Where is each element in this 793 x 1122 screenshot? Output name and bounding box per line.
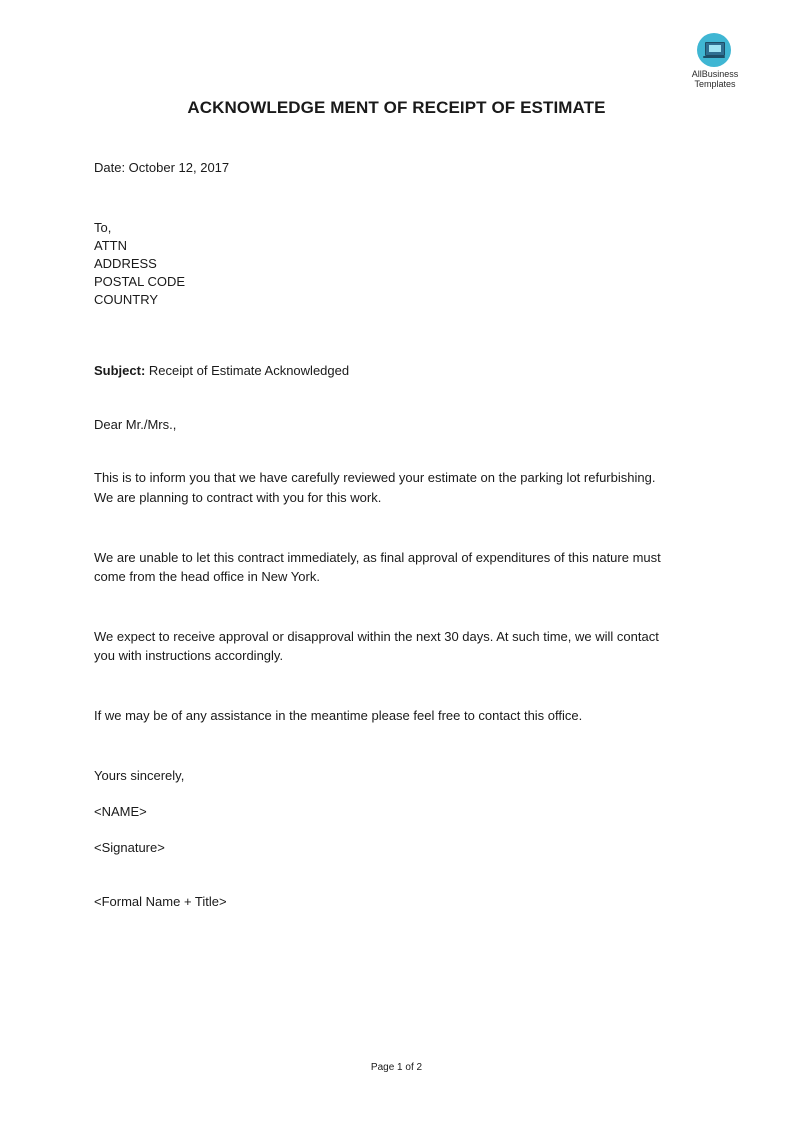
paragraph-1-line-1: This is to inform you that we have carefully reviewed your estimate on the parking lot refurbishing. — [94, 470, 656, 485]
sender-formal-name-title: <Formal Name + Title> — [94, 894, 227, 909]
paragraph-2-line-2: come from the head office in New York. — [94, 569, 320, 584]
logo-text — [684, 69, 746, 89]
document-title: ACKNOWLEDGE MENT OF RECEIPT OF ESTIMATE — [187, 98, 606, 117]
closing: Yours sincerely, — [94, 768, 185, 783]
paragraph-2-line-1: We are unable to let this contract immediately, as final approval of expenditures of this nature must — [94, 550, 661, 565]
subject-text: Receipt of Estimate Acknowledged — [148, 363, 350, 378]
address-country: COUNTRY — [94, 292, 159, 307]
subject-label: Subject: — [94, 363, 146, 378]
paragraph-1-line-2: We are planning to contract with you for this work. — [94, 490, 382, 505]
paragraph-3-line-1: We expect to receive approval or disapproval within the next 30 days. At such time, we will contact — [94, 629, 659, 644]
paragraph-4-line-1: If we may be of any assistance in the meantime please feel free to contact this office. — [94, 708, 583, 723]
address-postal-code: POSTAL CODE — [94, 274, 186, 289]
logo-text-line2: Templates — [694, 79, 736, 89]
address-to: To, — [94, 220, 112, 235]
address-line: ADDRESS — [94, 256, 157, 271]
sender-name: <NAME> — [94, 804, 147, 819]
sender-signature: <Signature> — [94, 840, 165, 855]
salutation: Dear Mr./Mrs., — [94, 417, 177, 432]
company-logo — [684, 33, 746, 91]
subject-line — [94, 361, 349, 380]
paragraph-3-line-2: you with instructions accordingly. — [94, 648, 284, 663]
laptop-icon — [697, 33, 731, 67]
letter-date: Date: October 12, 2017 — [94, 160, 230, 175]
address-attn: ATTN — [94, 238, 127, 253]
logo-text-line1: AllBusiness — [691, 69, 739, 79]
page-number: Page 1 of 2 — [370, 1062, 423, 1073]
